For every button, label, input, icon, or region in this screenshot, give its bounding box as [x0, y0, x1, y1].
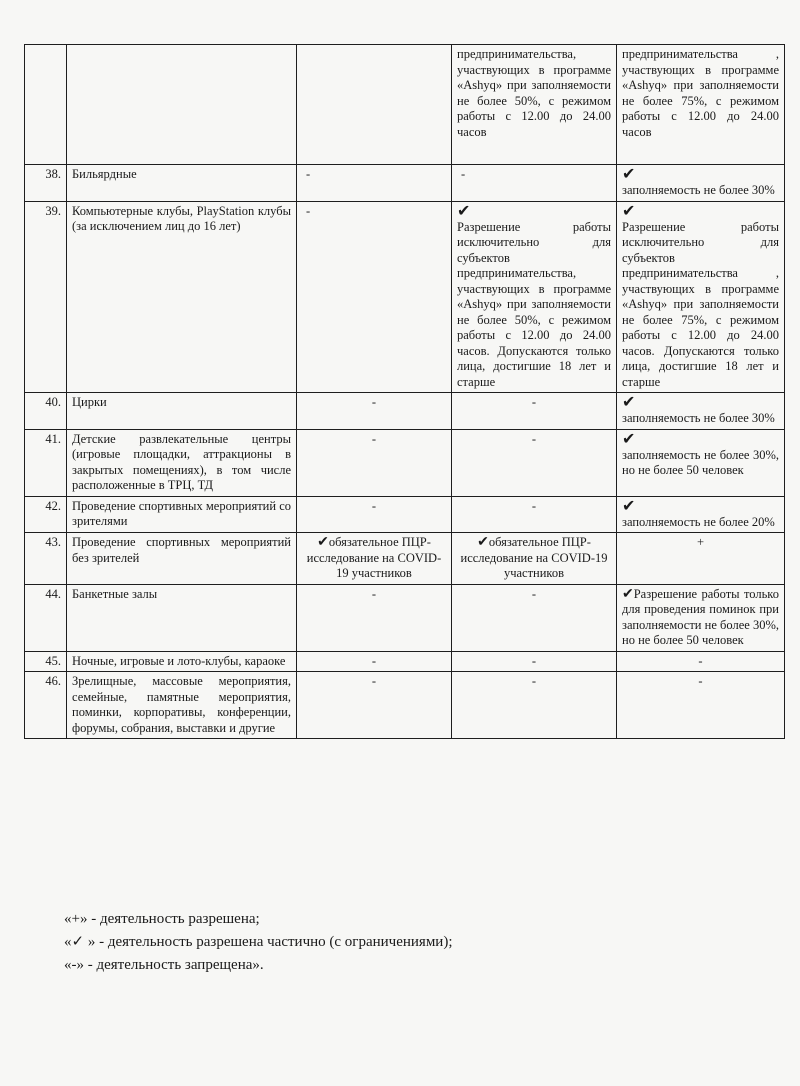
cell-column-c — [617, 584, 785, 651]
cell-column-c — [617, 651, 785, 672]
activity-name: Ночные, игровые и лото-клубы, караоке — [67, 651, 297, 672]
condition-text: обязательное ПЦР-исследование на COVID-19 участников — [460, 535, 608, 580]
cell-column-b — [452, 201, 617, 393]
prohibited-mark: - — [531, 653, 537, 668]
prohibited-mark: - — [698, 674, 703, 688]
activity-name: Компьютерные клубы, PlayStation клубы (за исключением лиц до 16 лет) — [67, 201, 297, 393]
legend — [64, 908, 453, 977]
prohibited-mark: - — [371, 431, 377, 446]
checkmark-icon: ✔ — [622, 586, 634, 602]
cell-column-b: предпринимательства, участвующих в программе «Ashyq» при заполняемости не более 50%, с режимом работы с 12.00 до 24.00 часов — [452, 45, 617, 165]
cell-column-c — [617, 496, 785, 533]
checkmark-icon: ✔ — [457, 202, 471, 220]
prohibited-mark: - — [306, 167, 311, 181]
cell-column-c — [617, 429, 785, 496]
condition-text: обязательное ПЦР-исследование на COVID-19 участников — [306, 535, 442, 580]
activity-name: Проведение спортивных мероприятий без зрителей — [67, 533, 297, 585]
row-number: 40. — [25, 393, 67, 430]
row-number: 45. — [25, 651, 67, 672]
table-row — [25, 651, 785, 672]
cell-column-c — [617, 165, 785, 202]
cell-column-a — [297, 201, 452, 393]
table-row — [25, 201, 785, 393]
cell-column-b — [452, 165, 617, 202]
checkmark-icon: ✔ — [317, 535, 329, 550]
row-number: 39. — [25, 201, 67, 393]
prohibited-mark: - — [371, 395, 377, 409]
checkmark-icon: ✔ — [622, 166, 636, 183]
cell-column-c — [617, 201, 785, 393]
checkmark-icon: ✔ — [622, 430, 636, 448]
cell-column-b — [452, 533, 617, 585]
condition-text: заполняемость не более 30% — [622, 183, 775, 197]
row-number: 42. — [25, 496, 67, 533]
prohibited-mark: - — [531, 674, 537, 688]
condition-text: Разрешение работы исключительно для субъектов предпринимательства, участвующих в программе «Ashyq» при заполняемости не более 50%, с режимом работы с 12.00 до 24.00 часов. Допускаются только лица, достигшие 18 лет и старше — [457, 219, 611, 389]
table-row — [25, 584, 785, 651]
row-number: 44. — [25, 584, 67, 651]
prohibited-mark: - — [306, 203, 311, 218]
condition-text: Разрешение работы исключительно для субъектов предпринимательства , участвующих в программе «Ashyq» при заполняемости не более 75%, с режимом работы с 12.00 до 24.00 часов. Допускаются только лица, достигшие 18 лет и старше — [622, 219, 779, 389]
activity-name — [67, 45, 297, 165]
cell-column-b — [452, 584, 617, 651]
condition-text: заполняемость не более 30%, но не более 50 человек — [622, 447, 779, 477]
checkmark-icon: ✔ — [622, 202, 636, 220]
cell-column-a — [297, 672, 452, 739]
checkmark-icon: ✔ — [622, 497, 636, 515]
checkmark-icon: ✔ — [622, 394, 636, 411]
cell-column-a — [297, 393, 452, 430]
restrictions-table — [24, 44, 785, 739]
cell-column-a — [297, 165, 452, 202]
activity-name: Банкетные залы — [67, 584, 297, 651]
cell-column-c — [617, 672, 785, 739]
cell-column-a — [297, 533, 452, 585]
checkmark-icon: ✔ — [477, 535, 489, 550]
table-row — [25, 393, 785, 430]
condition-text: заполняемость не более 30% — [622, 411, 775, 425]
cell-column-a — [297, 496, 452, 533]
cell-column-b — [452, 672, 617, 739]
table-row — [25, 533, 785, 585]
table-row — [25, 429, 785, 496]
prohibited-mark: - — [531, 498, 537, 513]
cell-column-c: предпринимательства , участвующих в программе «Ashyq» при заполняемости не более 75%, с режимом работы с 12.00 до 24.00 часов — [617, 45, 785, 165]
cell-column-a — [297, 584, 452, 651]
prohibited-mark: - — [371, 586, 377, 601]
row-number: 38. — [25, 165, 67, 202]
row-number: 46. — [25, 672, 67, 739]
activity-name: Детские развлекательные центры (игровые площадки, аттракционы в закрытых помещениях), в том числе расположенные в ТРЦ, ТД — [67, 429, 297, 496]
legend-prohibited: «-» - деятельность запрещена». — [64, 957, 264, 973]
table-row — [25, 45, 785, 165]
prohibited-mark: - — [371, 674, 377, 688]
prohibited-mark: - — [531, 395, 537, 409]
prohibited-mark: - — [698, 653, 703, 668]
row-number — [25, 45, 67, 165]
condition-text: Разрешение работы только для проведения поминок при заполняемости не более 30%, но не более 50 человек — [622, 586, 779, 647]
activity-name: Проведение спортивных мероприятий со зрителями — [67, 496, 297, 533]
prohibited-mark: - — [371, 498, 377, 513]
cell-column-b — [452, 393, 617, 430]
row-number: 43. — [25, 533, 67, 585]
activity-name: Бильярдные — [67, 165, 297, 202]
prohibited-mark: - — [461, 167, 466, 181]
table-row — [25, 496, 785, 533]
condition-text: заполняемость не более 20% — [622, 514, 775, 529]
activity-name: Зрелищные, массовые мероприятия, семейные, памятные мероприятия, поминки, корпоративы, конференции, форумы, собрания, выставки и другие — [67, 672, 297, 739]
row-number: 41. — [25, 429, 67, 496]
legend-allowed: «+» - деятельность разрешена; — [64, 911, 260, 927]
prohibited-mark: - — [531, 431, 537, 446]
legend-partial: «✓ » - деятельность разрешена частично (с ограничениями); — [64, 934, 453, 950]
cell-column-a — [297, 429, 452, 496]
activity-name: Цирки — [67, 393, 297, 430]
cell-column-a — [297, 651, 452, 672]
cell-column-a — [297, 45, 452, 165]
prohibited-mark: - — [371, 653, 377, 668]
cell-column-b — [452, 651, 617, 672]
table-row — [25, 165, 785, 202]
cell-column-c — [617, 533, 785, 585]
cell-column-b — [452, 429, 617, 496]
allowed-mark: + — [696, 535, 705, 549]
table-row — [25, 672, 785, 739]
cell-column-c — [617, 393, 785, 430]
prohibited-mark: - — [531, 586, 537, 601]
cell-column-b — [452, 496, 617, 533]
